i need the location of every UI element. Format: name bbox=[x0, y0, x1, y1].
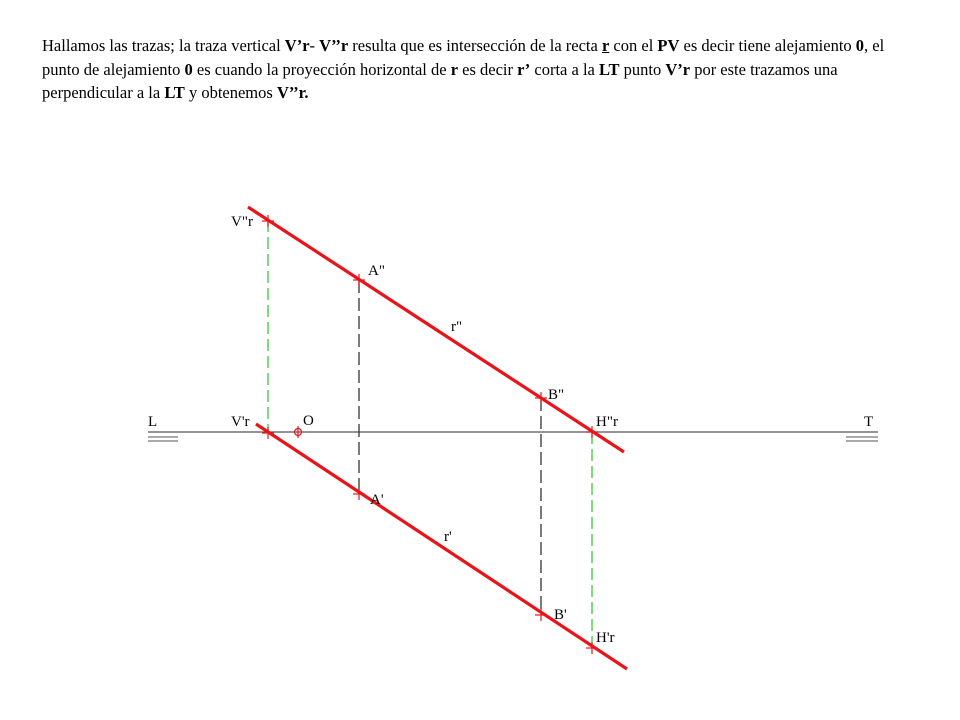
label-vp-r: V'r bbox=[231, 414, 250, 430]
line-r-horizontal-projection bbox=[256, 424, 627, 669]
text-run-bold: r bbox=[450, 59, 459, 79]
text-run-underline: r bbox=[601, 36, 610, 55]
label-r-p: r' bbox=[444, 529, 452, 545]
text-run: es decir bbox=[458, 59, 518, 79]
text-run-bold: V’’r bbox=[319, 36, 349, 55]
text-run: con el bbox=[609, 36, 658, 55]
text-run-bold: V’’r. bbox=[276, 83, 309, 102]
text-run: resulta que es intersección de la recta bbox=[348, 36, 602, 55]
text-run: corta a la bbox=[530, 59, 599, 79]
label-o: O bbox=[303, 413, 314, 429]
text-run: y obtenemos bbox=[184, 83, 277, 102]
label-l: L bbox=[148, 414, 158, 430]
text-run-bold: PV bbox=[657, 36, 680, 55]
text-run: punto bbox=[619, 59, 666, 79]
label-hpp-r: H"r bbox=[596, 414, 618, 430]
text-run-bold: V’r bbox=[665, 59, 691, 79]
text-run-bold: LT bbox=[598, 59, 620, 79]
text-run-bold: V’r bbox=[284, 36, 310, 55]
text-run: por este trazamos una perpendicular a la bbox=[42, 59, 838, 102]
label-vpp-r: V"r bbox=[231, 214, 253, 230]
text-run: - bbox=[309, 36, 320, 55]
label-a-pp: A" bbox=[368, 263, 385, 279]
label-hp-r: H'r bbox=[596, 630, 615, 646]
text-run-bold: LT bbox=[164, 83, 185, 102]
text-run-bold: 0 bbox=[184, 59, 193, 79]
text-run: Hallamos las trazas; la traza vertical bbox=[42, 36, 285, 55]
text-run: es decir tiene alejamiento bbox=[679, 36, 856, 55]
text-run-bold: 0 bbox=[855, 36, 865, 55]
text-run: es cuando la proyección horizontal de bbox=[192, 59, 451, 79]
label-b-pp: B" bbox=[548, 387, 565, 403]
text-run-bold: r’ bbox=[517, 59, 531, 79]
text-run: , el punto de alejamiento bbox=[42, 36, 885, 79]
point-markers bbox=[262, 215, 598, 654]
label-r-pp: r" bbox=[451, 319, 463, 335]
label-t: T bbox=[864, 414, 874, 430]
label-a-p: A' bbox=[370, 492, 384, 508]
label-b-p: B' bbox=[554, 607, 567, 623]
